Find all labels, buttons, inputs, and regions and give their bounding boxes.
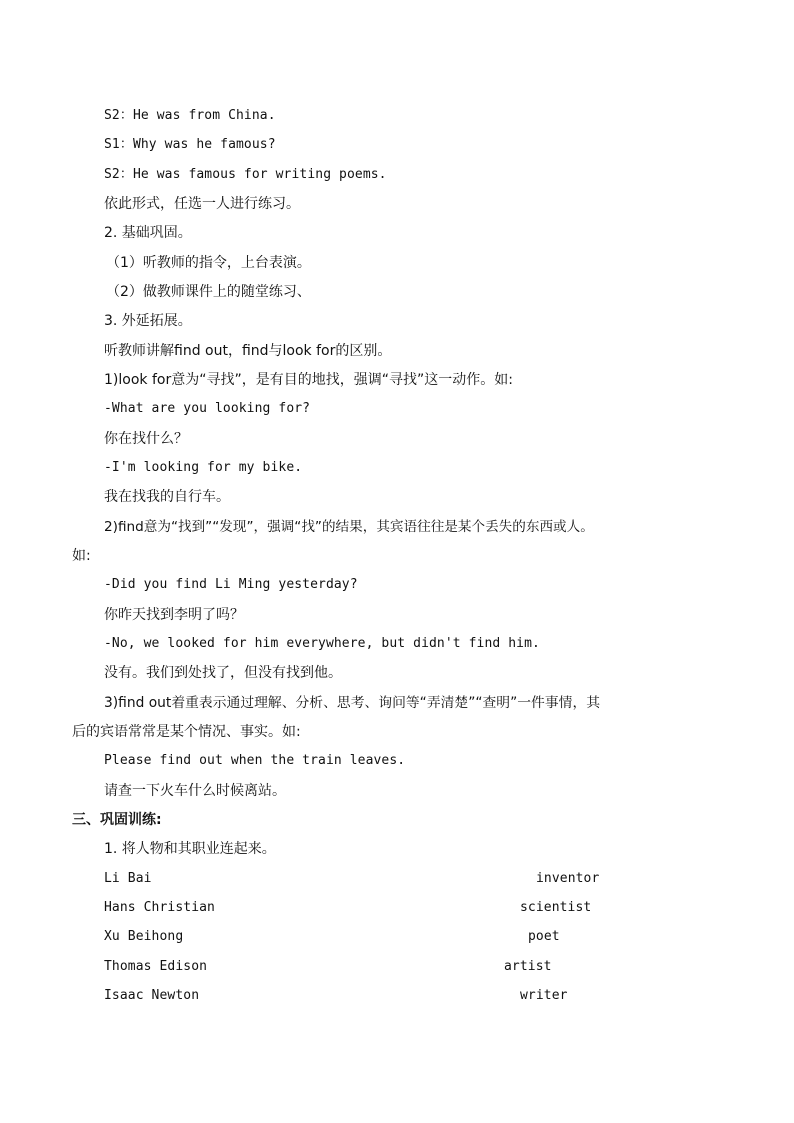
example-translation: 请查一下火车什么时候离站。 — [104, 783, 286, 799]
paragraph-text: 后的宾语常常是某个情况、事实。如: — [72, 724, 301, 740]
step-heading: 2. 基础巩固。 — [104, 225, 192, 241]
example-sentence: -Did you find Li Ming yesterday? — [104, 577, 358, 592]
dialogue-line: S2：He was from China. — [104, 108, 276, 123]
matching-person: Xu Beihong — [104, 929, 184, 944]
paragraph-text: 听教师讲解find out，find与look for的区别。 — [104, 343, 392, 359]
paragraph-text: 如: — [72, 548, 91, 564]
matching-job: writer — [520, 988, 568, 1003]
example-sentence: Please find out when the train leaves. — [104, 753, 406, 768]
matching-job: artist — [504, 959, 552, 974]
matching-job: scientist — [520, 900, 592, 915]
paragraph-text: 3)find out着重表示通过理解、分析、思考、询问等“弄清楚”“查明”一件事情，其 — [104, 695, 601, 711]
step-item: （2）做教师课件上的随堂练习、 — [106, 284, 311, 300]
example-sentence: -No, we looked for him everywhere, but didn't find him. — [104, 636, 540, 651]
example-translation: 你在找什么？ — [104, 431, 188, 447]
example-sentence: -I'm looking for my bike. — [104, 460, 303, 475]
matching-job: inventor — [536, 871, 600, 886]
dialogue-line: S1：Why was he famous? — [104, 137, 276, 152]
step-heading: 3. 外延拓展。 — [104, 313, 192, 329]
matching-person: Hans Christian — [104, 900, 215, 915]
example-sentence: -What are you looking for? — [104, 401, 311, 416]
example-translation: 你昨天找到李明了吗？ — [104, 607, 244, 623]
section-heading: 三、巩固训练: — [72, 812, 162, 828]
example-translation: 我在找我的自行车。 — [104, 489, 230, 505]
example-translation: 没有。我们到处找了，但没有找到他。 — [104, 665, 342, 681]
task-instruction: 1. 将人物和其职业连起来。 — [104, 841, 276, 857]
matching-person: Isaac Newton — [104, 988, 200, 1003]
dialogue-line: S2：He was famous for writing poems. — [104, 167, 387, 182]
paragraph-text: 2)find意为“找到”“发现”，强调“找”的结果，其宾语往往是某个丢失的东西或人。 — [104, 519, 594, 535]
matching-job: poet — [528, 929, 560, 944]
instruction-text: 依此形式，任选一人进行练习。 — [104, 196, 300, 212]
step-item: （1）听教师的指令，上台表演。 — [106, 255, 311, 271]
matching-person: Li Bai — [104, 871, 152, 886]
paragraph-text: 1)look for意为“寻找”，是有目的地找，强调“寻找”这一动作。如: — [104, 372, 513, 388]
matching-person: Thomas Edison — [104, 959, 208, 974]
